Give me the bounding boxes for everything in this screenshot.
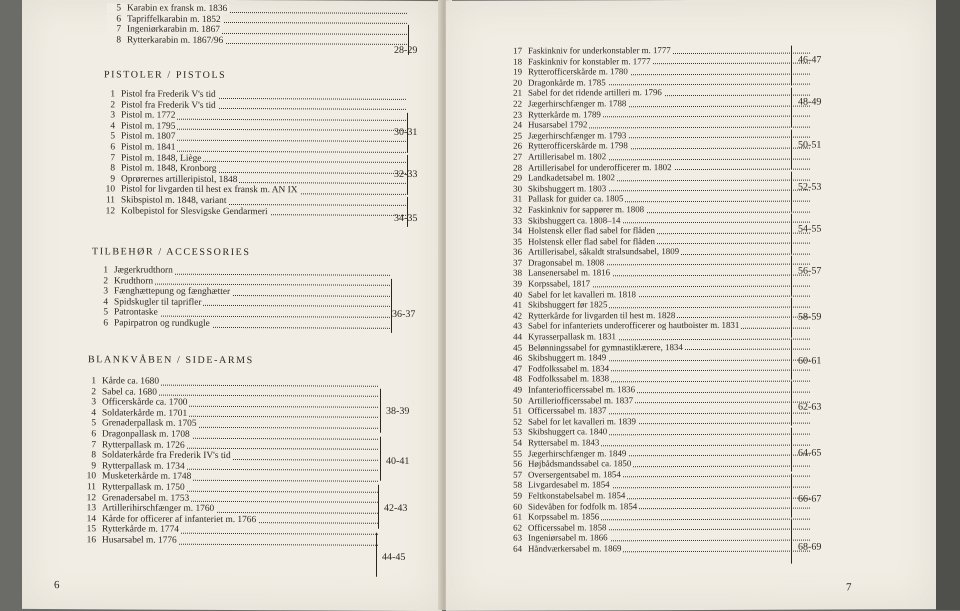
bracket <box>391 279 392 333</box>
accessories-list <box>94 265 390 330</box>
bracket <box>791 520 792 564</box>
list-item: 4 Pistol m. 1795 <box>101 121 406 133</box>
list-item: 42 Rytterkårde for livgarden til hest m. 1828 <box>508 309 810 321</box>
list-item: 62 Officerssabel m. 1858 <box>508 521 810 533</box>
page-reference: 38-39 <box>386 405 410 417</box>
list-item: 28 Artillerisabel for underofficerer m. 1802 <box>508 161 810 173</box>
page-reference: 68-69 <box>798 541 822 553</box>
list-item: 2 Krudthorn <box>94 276 390 288</box>
list-item: 11 Rytterpallask m. 1750 <box>82 482 378 494</box>
list-item: 27 Artillerisabel m. 1802 <box>508 151 810 163</box>
page-reference: 50-51 <box>798 139 822 151</box>
bracket <box>791 474 792 518</box>
page-reference: 32-33 <box>394 168 418 180</box>
list-item: 6 Dragonpallask m. 1708 <box>82 429 378 441</box>
list-item: 31 Pallask for guider ca. 1805 <box>508 193 810 205</box>
list-item: 12 Grenadersabel m. 1753 <box>82 493 378 505</box>
list-item: 1 Jægerkrudthorn <box>94 265 390 277</box>
pistols-list <box>101 89 406 218</box>
page-number: 7 <box>846 581 852 594</box>
page-reference: 40-41 <box>386 455 410 467</box>
list-item: 29 Landkadetsabel m. 1802 <box>508 172 810 184</box>
section-heading-sidearms: BLANKVÅBEN / SIDE-ARMS <box>88 354 254 367</box>
list-item: 1 Kårde ca. 1680 <box>82 376 378 388</box>
bracket <box>380 437 381 481</box>
list-item: 36 Artillerisabel, såkaldt stralsundsabel, 1809 <box>508 246 810 258</box>
section-heading-pistols: PISTOLER / PISTOLS <box>104 69 227 81</box>
list-item: 3 Officerskårde ca. 1700 <box>82 397 378 409</box>
list-item: 10 Pistol for livgarden til hest ex fransk m. AN IX <box>101 185 406 197</box>
list-item: 50 Artilleriofficerssabel m. 1837 <box>508 394 810 406</box>
page-reference: 58-59 <box>798 311 822 323</box>
list-item: 7 Pistol m. 1848, Liège <box>101 153 406 165</box>
list-item: 48 Fodfolkssabel m. 1838 <box>508 373 810 385</box>
list-item: 63 Ingeniørsabel m. 1866 <box>508 532 810 544</box>
sidearms-list-continued <box>508 45 810 555</box>
list-item: 7 Rytterpallask m. 1726 <box>82 440 378 452</box>
list-item: 5 Grenaderpallask m. 1705 <box>82 419 378 431</box>
list-item: 4 Spidskugler til taprifler <box>94 297 390 309</box>
list-item: 6 Pistol m. 1841 <box>101 142 406 154</box>
list-item: 33 Skibshuggert ca. 1808–14 <box>508 214 810 226</box>
list-item: 49 Infanteriofficerssabel m. 1836 <box>508 384 810 396</box>
list-item: 9 Rytterpallask m. 1734 <box>82 461 378 473</box>
list-item: 8 Rytterkarabin m. 1867/96 <box>107 35 407 47</box>
list-item: 24 Husarsabel 1792 <box>508 119 810 131</box>
list-item: 58 Livgardesabel m. 1854 <box>508 479 810 491</box>
list-item: 15 Rytterkårde m. 1774 <box>82 525 378 537</box>
list-item: 52 Sabel for let kavalleri m. 1839 <box>508 415 810 427</box>
page-number: 6 <box>54 579 60 592</box>
list-item: 7 Ingeniørkarabin m. 1867 <box>107 25 407 37</box>
list-item: 3 Fænghættepung og fænghætter <box>94 286 390 298</box>
bracket <box>791 256 792 296</box>
page-reference: 34-35 <box>394 212 418 224</box>
list-item: 6 Tapriffelkarabin m. 1852 <box>107 14 407 26</box>
list-item: 43 Sabel for infanteriets underofficerer og hautboister m. 1831 <box>508 320 810 332</box>
bracket <box>791 130 792 170</box>
list-item: 5 Karabin ex fransk m. 1836 <box>107 3 407 15</box>
list-item: 25 Jægerhirschfænger m. 1793 <box>508 129 810 141</box>
list-item: 59 Feltkonstabelsabel m. 1854 <box>508 490 810 502</box>
list-item: 41 Skibshuggert før 1825 <box>508 299 810 311</box>
list-item: 12 Kolbepistol for Slesvigske Gendarmeri <box>101 206 406 218</box>
page-reference: 56-57 <box>798 265 822 277</box>
sidearms-list <box>82 376 378 547</box>
list-item: 14 Kårde for officerer af infanteriet m. 1766 <box>82 514 378 526</box>
carbine-list <box>107 3 407 47</box>
right-page <box>446 0 936 611</box>
left-page <box>22 0 442 611</box>
list-item: 10 Musketerkårde m. 1748 <box>82 472 378 484</box>
list-item: 13 Artillerihirschfænger m. 1760 <box>82 503 378 515</box>
list-item: 4 Soldaterkårde m. 1701 <box>82 408 378 420</box>
list-item: 47 Fodfolkssabel m. 1834 <box>508 362 810 374</box>
bracket <box>791 46 792 86</box>
list-item: 6 Papirpatron og rundkugle <box>94 318 390 330</box>
page-reference: 66-67 <box>798 493 822 505</box>
bracket <box>378 485 379 529</box>
list-item: 3 Pistol m. 1772 <box>101 111 406 123</box>
page-reference: 46-47 <box>798 54 822 66</box>
list-item: 54 Ryttersabel m. 1843 <box>508 437 810 449</box>
page-reference: 54-55 <box>798 223 822 235</box>
list-item: 23 Rytterkårde m. 1789 <box>508 108 810 120</box>
page-reference: 60-61 <box>798 355 822 367</box>
list-item: 37 Dragonsabel m. 1808 <box>508 256 810 268</box>
bracket <box>380 389 381 433</box>
list-item: 61 Korpssabel m. 1856 <box>508 511 810 523</box>
list-item: 46 Skibshuggert m. 1849 <box>508 352 810 364</box>
list-item: 19 Rytterofficerskårde m. 1780 <box>508 66 810 78</box>
page-reference: 52-53 <box>798 181 822 193</box>
list-item: 38 Lansenersabel m. 1816 <box>508 267 810 279</box>
list-item: 9 Oprørernes artilleripistol, 1848 <box>101 174 406 186</box>
list-item: 21 Sabel for det ridende artilleri m. 1796 <box>508 87 810 99</box>
page-reference: 44-45 <box>382 551 406 563</box>
bracket <box>791 340 792 380</box>
list-item: 8 Soldaterkårde fra Frederik IV's tid <box>82 450 378 462</box>
list-item: 2 Pistol fra Frederik V's tid <box>101 100 406 112</box>
list-item: 34 Holstensk eller flad sabel for flåden <box>508 225 810 237</box>
list-item: 56 Højbådsmandssabel ca. 1850 <box>508 458 810 470</box>
page-reference: 30-31 <box>394 126 418 138</box>
list-item: 57 Oversergentsabel m. 1854 <box>508 468 810 480</box>
bracket <box>376 533 377 577</box>
background-surface <box>936 0 960 610</box>
list-item: 5 Patrontaske <box>94 308 390 320</box>
list-item: 5 Pistol m. 1807 <box>101 132 406 144</box>
list-item: 16 Husarsabel m. 1776 <box>82 535 378 547</box>
section-heading-accessories: TILBEHØR / ACCESSORIES <box>92 246 251 259</box>
page-reference: 28-29 <box>394 44 418 56</box>
list-item: 35 Holstensk eller flad sabel for flåden <box>508 235 810 247</box>
bracket <box>791 172 792 212</box>
page-reference: 42-43 <box>384 502 408 514</box>
list-item: 44 Kyrasserpallask m. 1831 <box>508 331 810 343</box>
page-reference: 62-63 <box>798 401 822 413</box>
list-item: 1 Pistol fra Frederik V's tid <box>101 89 406 101</box>
list-item: 11 Skibspistol m. 1848, variant <box>101 195 406 207</box>
list-item: 17 Faskinkniv for underkonstabler m. 1777 <box>508 45 810 57</box>
list-item: 51 Officerssabel m. 1837 <box>508 405 810 417</box>
list-item: 39 Korpssabel, 1817 <box>508 278 810 290</box>
list-item: 18 Faskinkniv for konstabler m. 1777 <box>508 55 810 67</box>
list-item: 45 Belønningssabel for gymnastiklærere, 1834 <box>508 341 810 353</box>
list-item: 60 Sidevåben for fodfolk m. 1854 <box>508 500 810 512</box>
bracket <box>791 298 792 338</box>
bracket <box>791 428 792 472</box>
list-item: 64 Håndværkersabel m. 1869 <box>508 542 810 554</box>
page-reference: 64-65 <box>798 447 822 459</box>
list-item: 2 Sabel ca. 1680 <box>82 387 378 399</box>
list-item: 55 Jægerhirschfænger m. 1849 <box>508 447 810 459</box>
bracket <box>791 214 792 254</box>
list-item: 20 Dragonkårde m. 1785 <box>508 76 810 88</box>
list-item: 26 Rytterofficerskårde m. 1798 <box>508 140 810 152</box>
list-item: 32 Faskinkniv for sappører m. 1808 <box>508 203 810 215</box>
list-item: 40 Sabel for let kavalleri m. 1818 <box>508 288 810 300</box>
list-item: 30 Skibshuggert m. 1803 <box>508 182 810 194</box>
bracket <box>791 88 792 128</box>
list-item: 8 Pistol m. 1848, Kronborg <box>101 163 406 175</box>
list-item: 53 Skibshuggert ca. 1840 <box>508 426 810 438</box>
page-reference: 48-49 <box>798 96 822 108</box>
page-reference: 36-37 <box>392 308 416 320</box>
bracket <box>791 382 792 426</box>
list-item: 22 Jægerhirschfænger m. 1788 <box>508 98 810 110</box>
